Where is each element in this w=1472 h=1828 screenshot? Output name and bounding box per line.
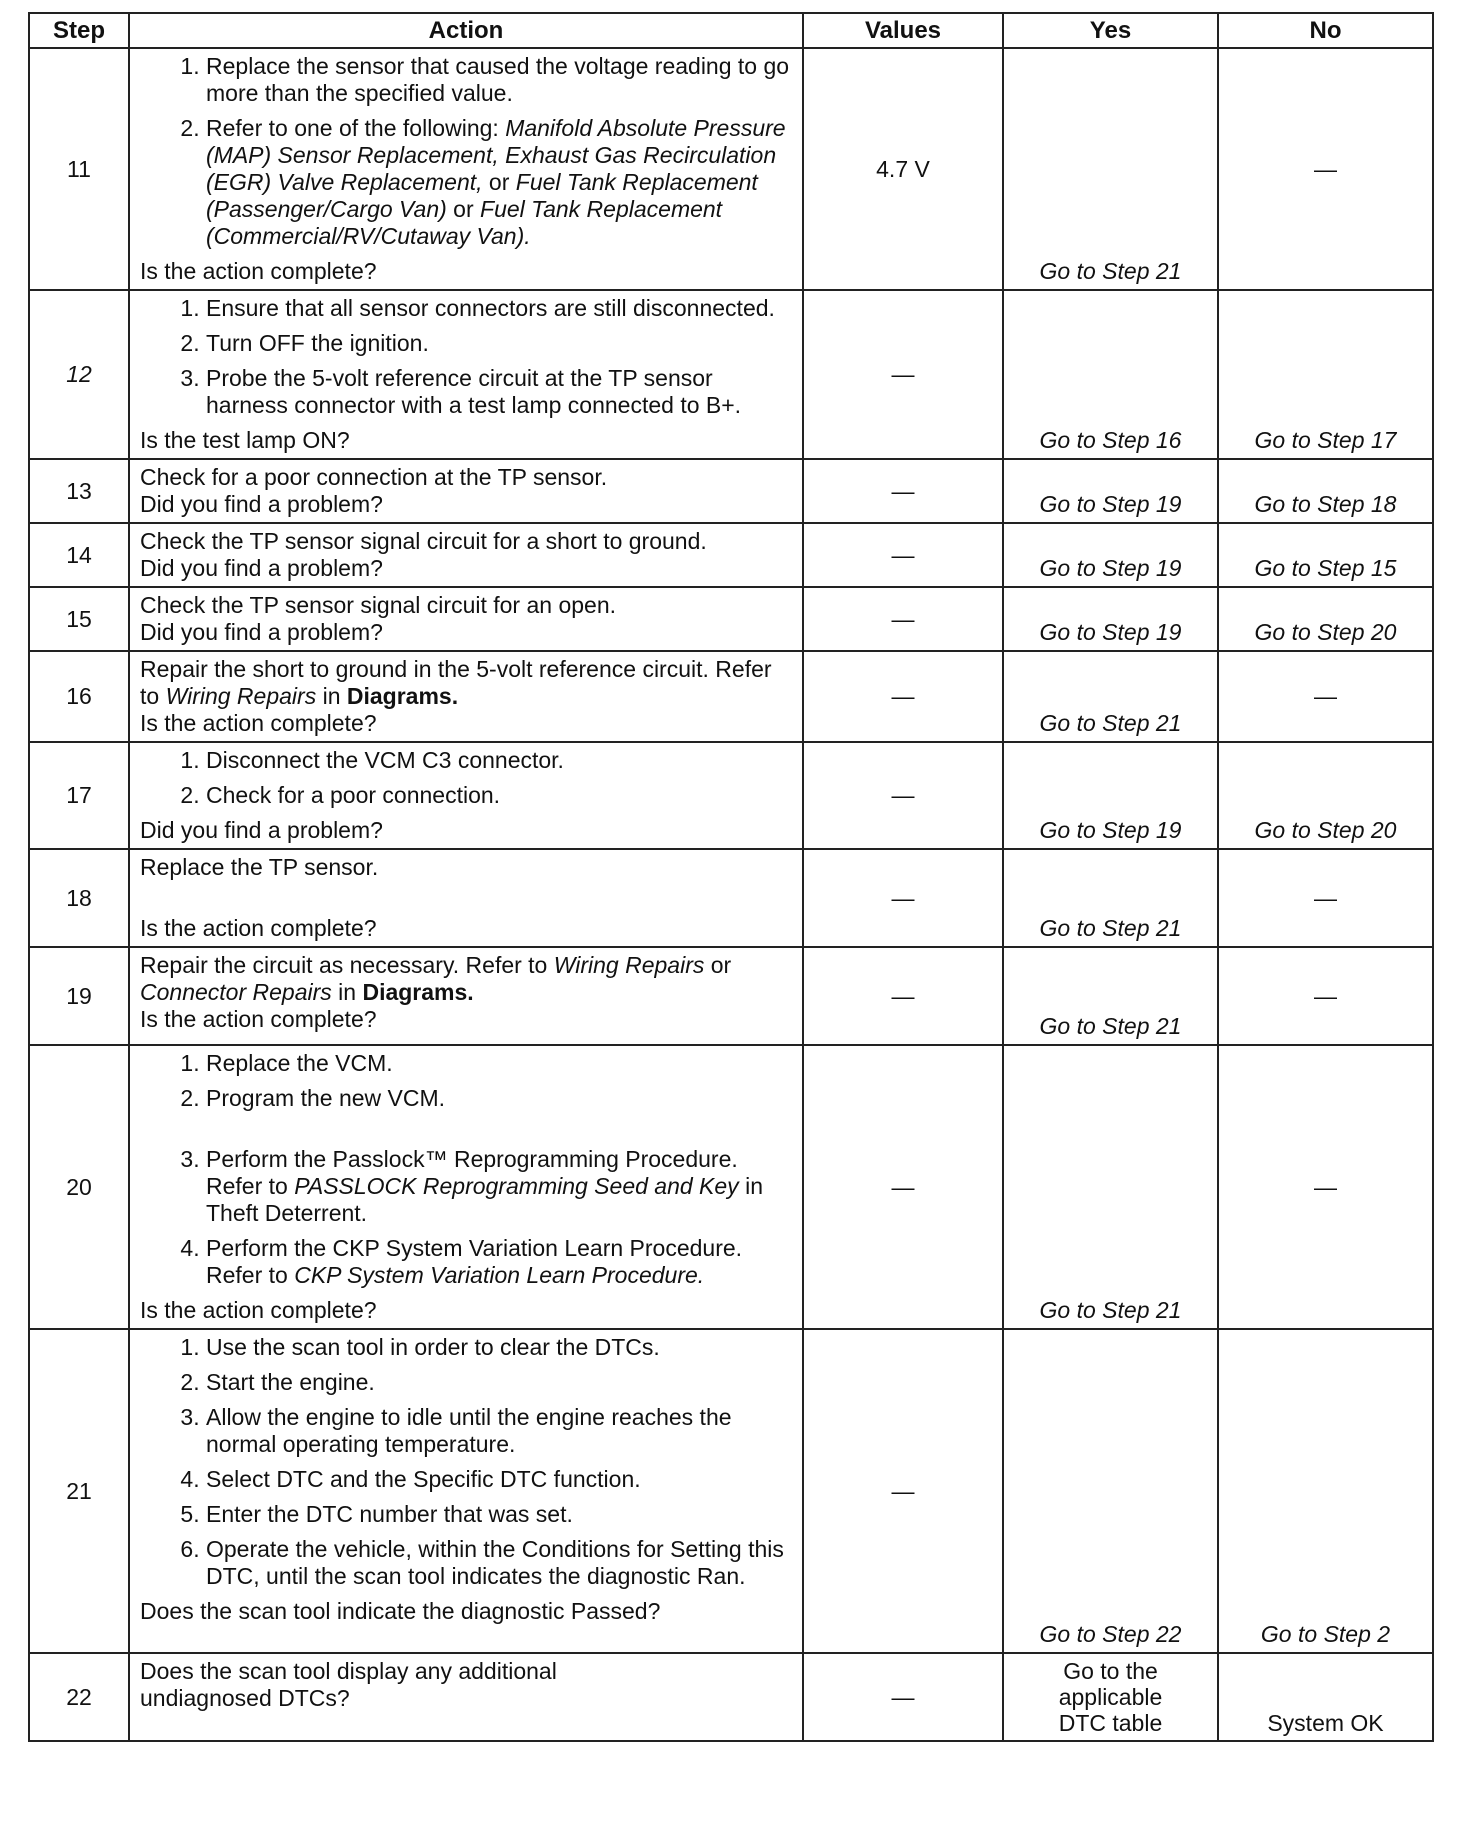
yes-cell: Go to Step 21 — [1003, 48, 1218, 290]
table-row-step-17 — [29, 742, 1433, 849]
step-number: 11 — [29, 48, 129, 290]
action-list — [140, 53, 792, 250]
step-number: 16 — [29, 651, 129, 742]
step-number: 18 — [29, 849, 129, 947]
action-question: Does the scan tool indicate the diagnostic Passed? — [140, 1598, 661, 1624]
no-cell: System OK — [1218, 1653, 1433, 1741]
action-question: Did you find a problem? — [140, 555, 383, 581]
action-item: 2. Check for a poor connection. — [206, 782, 792, 809]
action-cell — [129, 1329, 803, 1653]
table-row-step-20 — [29, 1045, 1433, 1329]
action-question: Did you find a problem? — [140, 817, 383, 843]
action-item: 1. Use the scan tool in order to clear the DTCs. — [206, 1334, 792, 1361]
no-cell: — — [1218, 1045, 1433, 1329]
step-number: 19 — [29, 947, 129, 1045]
yes-cell: Go to Step 19 — [1003, 459, 1218, 523]
step-number: 20 — [29, 1045, 129, 1329]
action-list — [140, 295, 792, 419]
action-item: 3. Perform the Passlock™ Reprogramming Procedure. Refer to PASSLOCK Reprogramming Seed and Key in Theft Deterrent. — [206, 1146, 792, 1227]
action-cell — [129, 742, 803, 849]
action-cell — [129, 587, 803, 651]
action-question: Is the action complete? — [140, 915, 377, 941]
action-cell — [129, 48, 803, 290]
value-cell: — — [803, 651, 1003, 742]
action-question: Does the scan tool display any additional undiagnosed DTCs? — [140, 1658, 557, 1711]
step-number: 17 — [29, 742, 129, 849]
table-row-step-11 — [29, 48, 1433, 290]
action-cell — [129, 849, 803, 947]
action-question: Is the action complete? — [140, 1297, 377, 1323]
action-question: Did you find a problem? — [140, 619, 383, 645]
no-cell: Go to Step 15 — [1218, 523, 1433, 587]
yes-cell: Go to the applicable DTC table — [1003, 1653, 1218, 1741]
no-cell: Go to Step 17 — [1218, 290, 1433, 459]
action-cell — [129, 651, 803, 742]
action-item: 4. Select DTC and the Specific DTC function. — [206, 1466, 792, 1493]
action-item: 1. Disconnect the VCM C3 connector. — [206, 747, 792, 774]
yes-cell: Go to Step 21 — [1003, 947, 1218, 1045]
action-text: Repair the short to ground in the 5-volt reference circuit. Refer to Wiring Repairs in Diagrams. — [140, 656, 772, 709]
action-item: 1. Ensure that all sensor connectors are still disconnected. — [206, 295, 792, 322]
no-cell: Go to Step 20 — [1218, 742, 1433, 849]
action-item: 6. Operate the vehicle, within the Conditions for Setting this DTC, until the scan tool indicates the diagnostic Ran. — [206, 1536, 792, 1590]
no-cell: — — [1218, 947, 1433, 1045]
value-cell: 4.7 V — [803, 48, 1003, 290]
step-number: 22 — [29, 1653, 129, 1741]
value-cell: — — [803, 290, 1003, 459]
value-cell: — — [803, 1329, 1003, 1653]
action-item: 3. Probe the 5-volt reference circuit at the TP sensor harness connector with a test lamp connected to B+. — [206, 365, 792, 419]
action-item: 2. Refer to one of the following: Manifold Absolute Pressure (MAP) Sensor Replacement, Exhaust Gas Recirculation (EGR) Valve Replacement, or Fuel Tank Replacement (Passenger/Cargo Van) or Fuel Tank Replacement (Commercial/RV/Cutaway Van). — [206, 115, 792, 250]
diagnostic-table — [28, 12, 1434, 1742]
no-cell: — — [1218, 48, 1433, 290]
yes-cell: Go to Step 16 — [1003, 290, 1218, 459]
table-row-step-18 — [29, 849, 1433, 947]
action-text: Replace the TP sensor. — [140, 854, 379, 880]
step-number: 14 — [29, 523, 129, 587]
no-cell: Go to Step 20 — [1218, 587, 1433, 651]
action-question: Did you find a problem? — [140, 491, 383, 517]
action-cell — [129, 1045, 803, 1329]
table-row-step-22 — [29, 1653, 1433, 1741]
no-cell: — — [1218, 651, 1433, 742]
action-question: Is the action complete? — [140, 258, 377, 284]
yes-cell: Go to Step 21 — [1003, 849, 1218, 947]
step-number: 13 — [29, 459, 129, 523]
header-row — [29, 13, 1433, 48]
header-yes: Yes — [1003, 13, 1218, 48]
action-item: 5. Enter the DTC number that was set. — [206, 1501, 792, 1528]
value-cell: — — [803, 523, 1003, 587]
table-row-step-12 — [29, 290, 1433, 459]
no-cell: Go to Step 18 — [1218, 459, 1433, 523]
yes-cell: Go to Step 21 — [1003, 651, 1218, 742]
step-number: 15 — [29, 587, 129, 651]
header-step: Step — [29, 13, 129, 48]
step-number: 12 — [29, 290, 129, 459]
action-text: Check the TP sensor signal circuit for an open. — [140, 592, 617, 618]
action-item: 2. Start the engine. — [206, 1369, 792, 1396]
table-row-step-15 — [29, 587, 1433, 651]
action-cell — [129, 290, 803, 459]
action-item: 1. Replace the sensor that caused the voltage reading to go more than the specified value. — [206, 53, 792, 107]
value-cell: — — [803, 587, 1003, 651]
action-text: Check the TP sensor signal circuit for a short to ground. — [140, 528, 707, 554]
table-row-step-16 — [29, 651, 1433, 742]
value-cell: — — [803, 1653, 1003, 1741]
action-question: Is the test lamp ON? — [140, 427, 350, 453]
action-item: 4. Perform the CKP System Variation Learn Procedure. Refer to CKP System Variation Learn Procedure. — [206, 1235, 792, 1289]
action-item: 1. Replace the VCM. — [206, 1050, 792, 1077]
value-cell: — — [803, 849, 1003, 947]
action-text: Check for a poor connection at the TP sensor. — [140, 464, 608, 490]
table-row-step-13 — [29, 459, 1433, 523]
action-question: Is the action complete? — [140, 710, 377, 736]
header-no: No — [1218, 13, 1433, 48]
action-list — [140, 747, 792, 809]
value-cell: — — [803, 742, 1003, 849]
no-cell: — — [1218, 849, 1433, 947]
action-cell — [129, 1653, 803, 1741]
yes-cell: Go to Step 19 — [1003, 742, 1218, 849]
header-values: Values — [803, 13, 1003, 48]
yes-cell: Go to Step 19 — [1003, 587, 1218, 651]
action-item: 2. Program the new VCM. — [206, 1085, 792, 1112]
action-list — [140, 1050, 792, 1289]
action-item: 3. Allow the engine to idle until the engine reaches the normal operating temperature. — [206, 1404, 792, 1458]
value-cell: — — [803, 1045, 1003, 1329]
yes-cell: Go to Step 19 — [1003, 523, 1218, 587]
step-number: 21 — [29, 1329, 129, 1653]
header-action: Action — [129, 13, 803, 48]
action-cell — [129, 523, 803, 587]
table-row-step-14 — [29, 523, 1433, 587]
yes-cell: Go to Step 21 — [1003, 1045, 1218, 1329]
yes-cell: Go to Step 22 — [1003, 1329, 1218, 1653]
action-cell — [129, 947, 803, 1045]
value-cell: — — [803, 459, 1003, 523]
no-cell: Go to Step 2 — [1218, 1329, 1433, 1653]
action-list — [140, 1334, 792, 1590]
action-text: Repair the circuit as necessary. Refer to Wiring Repairs or Connector Repairs in Diagrams. — [140, 952, 732, 1005]
table-row-step-21 — [29, 1329, 1433, 1653]
action-item: 2. Turn OFF the ignition. — [206, 330, 792, 357]
action-question: Is the action complete? — [140, 1006, 377, 1032]
table-row-step-19 — [29, 947, 1433, 1045]
value-cell: — — [803, 947, 1003, 1045]
action-cell — [129, 459, 803, 523]
